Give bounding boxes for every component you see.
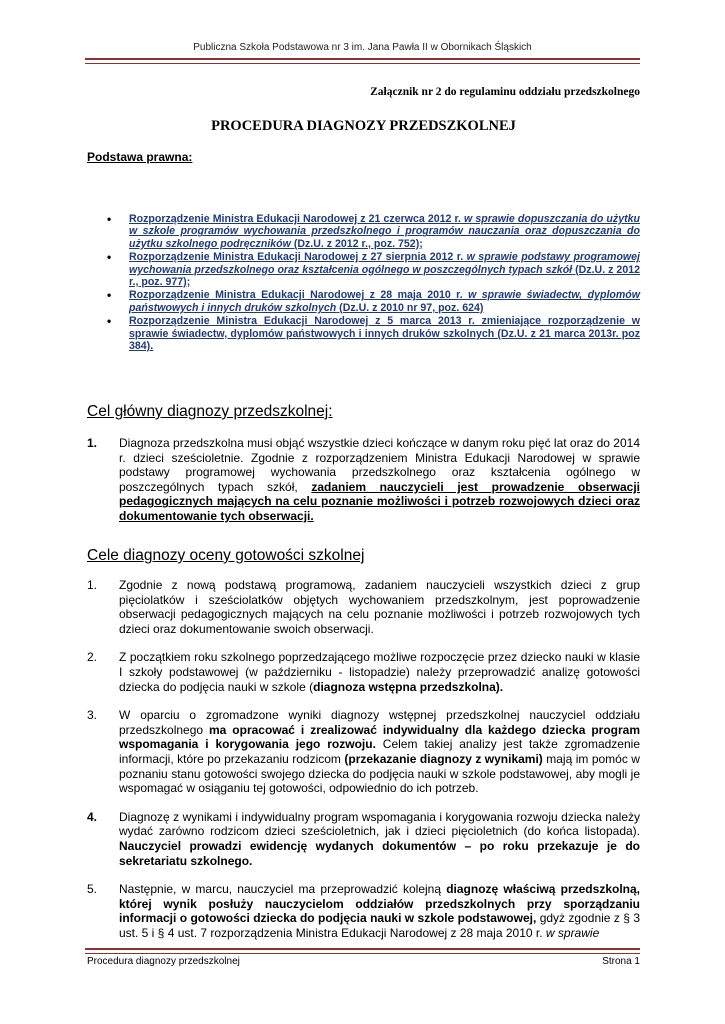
main-goal-heading: Cel główny diagnozy przedszkolnej: (87, 403, 333, 420)
footer-title: Procedura diagnozy przedszkolnej (87, 956, 240, 967)
legal-basis-list (87, 213, 640, 353)
legal-basis-label: Podstawa prawna: (87, 150, 193, 164)
list-item: 5. Następnie, w marcu, nauczyciel ma przeprowadzić kolejną diagnozę właściwą przedszkolną, której wynik posłuży nauczycielom oddziałów przedszkolnych przy sporządzaniu informacji o gotowości dziecka do podjęcia nauki w szkole podstawowej, gdyż zgodnie z § 3 ust. 5 i § 4 ust. 7 rozporządzenia Ministra Edukacji Narodowej z 28 maja 2010 r. w sprawie (87, 882, 640, 940)
legal-item: • Rozporządzenie Ministra Edukacji Narodowej z 21 czerwca 2012 r. w sprawie dopuszczania do użytku w szkole programów wychowania przedszkolnego i programów nauczania oraz dopuszczania do użytku szkolnego podręczników (Dz.U. z 2012 r., poz. 752); (129, 213, 640, 250)
list-item: 1. Diagnoza przedszkolna musi objąć wszystkie dzieci kończące w danym roku pięć lat oraz do 2014 r. dzieci sześcioletnie. Zgodnie z rozporządzeniem Ministra Edukacji Narodowej w sprawie podstawy programowej wychowania przedszkolnego oraz kształcenia ogólnego w poszczególnych typach szkół, zadaniem nauczycieli jest prowadzenie obserwacji pedagogicznych mających na celu poznanie możliwości i potrzeb rozwojowych dzieci oraz dokumentowanie tych obserwacji. (87, 436, 641, 523)
list-item: 1. Zgodnie z nową podstawą programową, zadaniem nauczycieli wszystkich dzieci z grup pięciolatków i sześciolatków objętych wychowaniem przedszkolnym, jest poprowadzenie obserwacji pedagogicznych mających na celu poznanie możliwości i potrzeb rozwojowych tych dzieci oraz dokumentowanie swoich obserwacji. (87, 578, 640, 636)
legal-item: • Rozporządzenie Ministra Edukacji Narodowej z 5 marca 2013 r. zmieniające rozporządzenie w sprawie świadectw, dyplomów państwowych i innych druków szkolnych (Dz.U. z 21 marca 2013r. poz 384). (129, 315, 640, 352)
footer-rule (85, 948, 640, 954)
legal-item: • Rozporządzenie Ministra Edukacji Narodowej z 27 sierpnia 2012 r. w sprawie podstawy programowej wychowania przedszkolnego oraz kształcenia ogólnego w poszczególnych typach szkół (Dz.U. z 2012 r., poz. 977); (129, 251, 640, 288)
main-goal-list (87, 436, 640, 524)
list-item: 3. W oparciu o zgromadzone wyniki diagnozy wstępnej przedszkolnej nauczyciel oddziału przedszkolnego ma opracować i zrealizować indywidualny dla każdego dziecka program wspomagania i korygowania jego rozwoju. Celem takiej analizy jest także zgromadzenie informacji, które po przekazaniu rodzicom (przekazanie diagnozy z wynikami) mają im pomóc w poznaniu stanu gotowości swojego dziecka do podjęcia nauki w szkole podstawowej, aby mogli je wspomagać w osiąganiu tej gotowości, odpowiednio do ich potrzeb. (87, 708, 640, 796)
legal-item: • Rozporządzenie Ministra Edukacji Narodowej z 28 maja 2010 r. w sprawie świadectw, dyplomów państwowych i innych druków szkolnych (Dz.U. z 2010 nr 97, poz. 624) (129, 289, 640, 314)
goals-heading: Cele diagnozy oceny gotowości szkolnej (87, 547, 365, 564)
document-title: PROCEDURA DIAGNOZY PRZEDSZKOLNEJ (211, 118, 516, 134)
header-rule (85, 58, 640, 64)
page-number: Strona 1 (602, 956, 640, 967)
list-item: 2. Z początkiem roku szkolnego poprzedzającego możliwe rozpoczęcie przez dziecko nauki w klasie I szkoły podstawowej (w październiku - listopadzie) należy przeprowadzić analizę gotowości dziecka do podjęcia nauki w szkole (diagnoza wstępna przedszkolna). (87, 650, 640, 694)
list-item: 4. Diagnozę z wynikami i indywidualny program wspomagania i korygowania rozwoju dziecka należy wydać zarówno rodzicom dzieci sześcioletnich, jak i dzieci pięcioletnich (do końca listopada). Nauczyciel prowadzi ewidencję wydanych dokumentów – po roku przekazuje je do sekretariatu szkolnego. (87, 809, 640, 868)
goals-list (87, 578, 640, 940)
page-header: Publiczna Szkoła Podstawowa nr 3 im. Jana Pawła II w Obornikach Śląskich (193, 42, 532, 53)
attachment-note: Załącznik nr 2 do regulaminu oddziału przedszkolnego (370, 86, 640, 98)
